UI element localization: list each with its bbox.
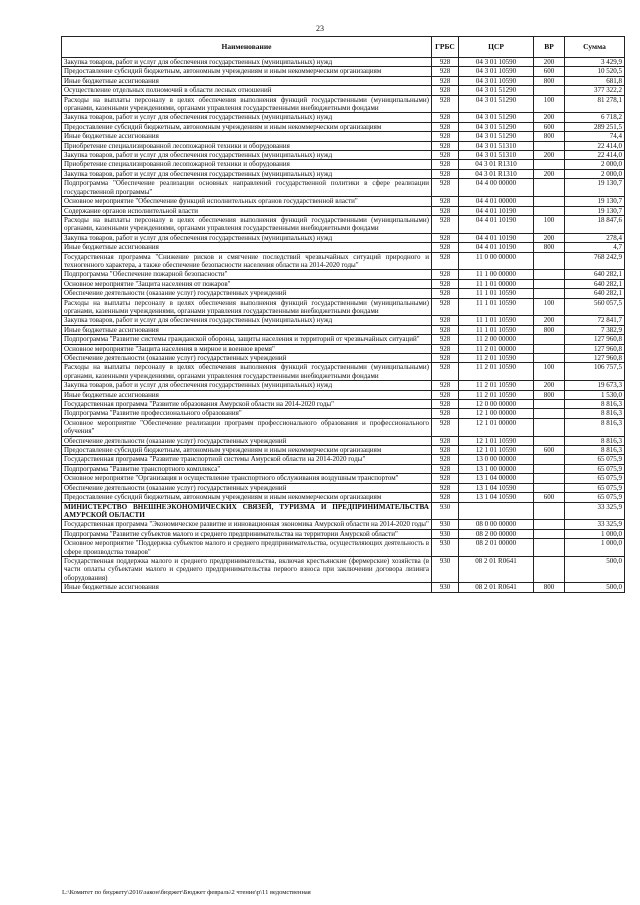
cell-grbs: 928 xyxy=(432,86,459,95)
cell-name: Иные бюджетные ассигнования xyxy=(62,76,432,85)
cell-vr: 200 xyxy=(534,151,565,160)
cell-name: Обеспечение деятельности (оказание услуг) государственных учреждений xyxy=(62,483,432,492)
cell-vr xyxy=(534,86,565,95)
cell-name: Иные бюджетные ассигнования xyxy=(62,325,432,334)
cell-sum: 8 816,3 xyxy=(565,409,625,418)
cell-sum: 19 130,7 xyxy=(565,197,625,206)
cell-name: Приобретение специализированной лесопожарной техники и оборудования xyxy=(62,141,432,150)
cell-grbs: 928 xyxy=(432,179,459,197)
cell-name: Расходы на выплаты персоналу в целях обеспечения выполнения функций государственными (муниципальными) органами, казенными учреждениями, органами управления государственными внебюджетными фондами xyxy=(62,363,432,381)
table-row xyxy=(62,179,625,197)
cell-grbs: 930 xyxy=(432,529,459,538)
cell-sum: 500,0 xyxy=(565,556,625,582)
table-row xyxy=(62,418,625,436)
cell-name: Иные бюджетные ассигнования xyxy=(62,390,432,399)
cell-sum: 640 282,1 xyxy=(565,289,625,298)
table-row xyxy=(62,446,625,455)
cell-name: Основное мероприятие "Обеспечение функций исполнительных органов государственной власти" xyxy=(62,197,432,206)
cell-vr xyxy=(534,335,565,344)
cell-sum: 377 322,2 xyxy=(565,86,625,95)
cell-grbs: 928 xyxy=(432,344,459,353)
cell-csr: 11 1 01 10590 xyxy=(459,325,534,334)
cell-grbs: 930 xyxy=(432,502,459,520)
cell-vr xyxy=(534,279,565,288)
cell-grbs: 928 xyxy=(432,252,459,270)
cell-csr: 04 3 01 51290 xyxy=(459,95,534,113)
cell-name: Подпрограмма "Развитие транспортного комплекса" xyxy=(62,464,432,473)
cell-vr xyxy=(534,197,565,206)
cell-sum: 127 960,8 xyxy=(565,344,625,353)
cell-csr: 04 3 01 R1310 xyxy=(459,169,534,178)
cell-vr xyxy=(534,179,565,197)
cell-vr: 200 xyxy=(534,58,565,67)
cell-grbs: 928 xyxy=(432,493,459,502)
table-row xyxy=(62,58,625,67)
cell-name: Содержание органов исполнительной власти xyxy=(62,206,432,215)
cell-csr: 12 0 00 00000 xyxy=(459,400,534,409)
cell-sum: 3 429,9 xyxy=(565,58,625,67)
table-row xyxy=(62,354,625,363)
cell-sum: 65 075,9 xyxy=(565,493,625,502)
cell-csr: 04 3 01 51290 xyxy=(459,86,534,95)
cell-sum: 6 718,2 xyxy=(565,113,625,122)
cell-vr: 800 xyxy=(534,390,565,399)
cell-csr: 13 1 00 00000 xyxy=(459,464,534,473)
cell-vr xyxy=(534,464,565,473)
cell-csr: 08 2 01 R0641 xyxy=(459,556,534,582)
cell-name: Предоставление субсидий бюджетным, автономным учреждениям и иным некоммерческим организациям xyxy=(62,67,432,76)
table-row xyxy=(62,335,625,344)
cell-grbs: 930 xyxy=(432,583,459,592)
cell-grbs: 928 xyxy=(432,243,459,252)
cell-name: Закупка товаров, работ и услуг для обеспечения государственных (муниципальных) нужд xyxy=(62,151,432,160)
cell-vr: 200 xyxy=(534,113,565,122)
cell-sum: 8 816,3 xyxy=(565,400,625,409)
table-row xyxy=(62,233,625,242)
cell-name: Закупка товаров, работ и услуг для обеспечения государственных (муниципальных) нужд xyxy=(62,233,432,242)
cell-csr: 11 1 01 10590 xyxy=(459,289,534,298)
cell-name: Закупка товаров, работ и услуг для обеспечения государственных (муниципальных) нужд xyxy=(62,169,432,178)
cell-grbs: 928 xyxy=(432,270,459,279)
cell-csr: 04 3 01 10590 xyxy=(459,76,534,85)
table-row xyxy=(62,215,625,233)
cell-name: Закупка товаров, работ и услуг для обеспечения государственных (муниципальных) нужд xyxy=(62,113,432,122)
cell-csr: 04 4 01 10190 xyxy=(459,206,534,215)
cell-grbs: 928 xyxy=(432,418,459,436)
cell-sum: 2 000,0 xyxy=(565,160,625,169)
cell-name: Предоставление субсидий бюджетным, автономным учреждениям и иным некоммерческим организациям xyxy=(62,446,432,455)
cell-name: Подпрограмма "Развитие субъектов малого и среднего предпринимательства на территории Амурской области" xyxy=(62,529,432,538)
cell-grbs: 928 xyxy=(432,381,459,390)
table-row xyxy=(62,169,625,178)
cell-csr: 11 1 01 10590 xyxy=(459,316,534,325)
table-row xyxy=(62,206,625,215)
cell-name: Основное мероприятие "Организация и осуществление транспортного обслуживания воздушным транспортом" xyxy=(62,474,432,483)
cell-grbs: 928 xyxy=(432,233,459,242)
cell-sum: 65 075,9 xyxy=(565,455,625,464)
cell-vr xyxy=(534,418,565,436)
cell-sum: 7 382,9 xyxy=(565,325,625,334)
cell-sum: 4,7 xyxy=(565,243,625,252)
cell-grbs: 928 xyxy=(432,58,459,67)
cell-grbs: 928 xyxy=(432,390,459,399)
cell-sum: 8 816,3 xyxy=(565,418,625,436)
cell-sum: 1 530,0 xyxy=(565,390,625,399)
cell-grbs: 928 xyxy=(432,197,459,206)
cell-name: Приобретение специализированной лесопожарной техники и оборудования xyxy=(62,160,432,169)
cell-name: Иные бюджетные ассигнования xyxy=(62,132,432,141)
cell-grbs: 928 xyxy=(432,95,459,113)
table-row xyxy=(62,76,625,85)
page-number: 23 xyxy=(316,24,324,33)
cell-sum: 10 520,5 xyxy=(565,67,625,76)
table-row xyxy=(62,390,625,399)
cell-vr xyxy=(534,436,565,445)
cell-sum: 640 282,1 xyxy=(565,270,625,279)
table-row xyxy=(62,151,625,160)
cell-name: Закупка товаров, работ и услуг для обеспечения государственных (муниципальных) нужд xyxy=(62,381,432,390)
cell-csr: 04 4 01 10190 xyxy=(459,215,534,233)
cell-csr: 12 1 00 00000 xyxy=(459,409,534,418)
cell-grbs: 928 xyxy=(432,298,459,316)
cell-sum: 19 673,3 xyxy=(565,381,625,390)
cell-csr: 13 0 00 00000 xyxy=(459,455,534,464)
cell-sum: 127 960,8 xyxy=(565,354,625,363)
cell-sum: 106 757,5 xyxy=(565,363,625,381)
cell-vr: 800 xyxy=(534,76,565,85)
cell-grbs: 928 xyxy=(432,67,459,76)
table-row xyxy=(62,483,625,492)
cell-sum: 72 841,7 xyxy=(565,316,625,325)
cell-name: Основное мероприятие "Обеспечение реализации программ профессионального образования и профессионального обучения" xyxy=(62,418,432,436)
cell-grbs: 928 xyxy=(432,289,459,298)
cell-vr: 600 xyxy=(534,122,565,131)
cell-csr: 11 2 01 10590 xyxy=(459,381,534,390)
table-row xyxy=(62,436,625,445)
file-path-footer: L:\Комитет по бюджету\2016\закон\бюджет\Бюджет февраль\2 чтение\p\11 ведомственная xyxy=(62,889,311,896)
cell-csr: 13 1 04 10590 xyxy=(459,483,534,492)
table-row xyxy=(62,197,625,206)
cell-grbs: 930 xyxy=(432,539,459,557)
cell-sum: 65 075,9 xyxy=(565,483,625,492)
cell-sum: 640 282,1 xyxy=(565,279,625,288)
cell-csr: 11 2 01 00000 xyxy=(459,344,534,353)
table-row xyxy=(62,520,625,529)
cell-csr: 04 4 01 00000 xyxy=(459,197,534,206)
cell-name: Подпрограмма "Развитие системы гражданской обороны, защиты населения и территорий от чрезвычайных ситуаций" xyxy=(62,335,432,344)
cell-csr: 12 1 01 10590 xyxy=(459,446,534,455)
cell-csr: 04 3 01 10590 xyxy=(459,67,534,76)
cell-name: Расходы на выплаты персоналу в целях обеспечения выполнения функций государственными (муниципальными) органами, казенными учреждениями, органами управления государственными внебюджетными фондами xyxy=(62,298,432,316)
cell-grbs: 928 xyxy=(432,436,459,445)
cell-grbs: 928 xyxy=(432,122,459,131)
table-row xyxy=(62,529,625,538)
cell-name: Подпрограмма "Обеспечение пожарной безопасности" xyxy=(62,270,432,279)
table-row xyxy=(62,67,625,76)
cell-grbs: 928 xyxy=(432,455,459,464)
table-row xyxy=(62,381,625,390)
cell-vr: 600 xyxy=(534,446,565,455)
cell-name: Государственная программа "Экономическое развитие и инновационная экономика Амурской области на 2014-2020 годы" xyxy=(62,520,432,529)
cell-vr xyxy=(534,160,565,169)
table-row xyxy=(62,539,625,557)
table-row xyxy=(62,325,625,334)
cell-sum: 19 130,7 xyxy=(565,206,625,215)
cell-sum: 81 278,1 xyxy=(565,95,625,113)
cell-sum: 681,8 xyxy=(565,76,625,85)
cell-name: Обеспечение деятельности (оказание услуг) государственных учреждений xyxy=(62,289,432,298)
table-row xyxy=(62,252,625,270)
cell-vr xyxy=(534,539,565,557)
cell-name: Расходы на выплаты персоналу в целях обеспечения выполнения функций государственными (муниципальными) органами, казенными учреждениями, органами управления государственными внебюджетными фондами xyxy=(62,215,432,233)
cell-vr: 600 xyxy=(534,493,565,502)
table-row xyxy=(62,344,625,353)
table-row xyxy=(62,141,625,150)
cell-sum: 289 251,5 xyxy=(565,122,625,131)
cell-vr xyxy=(534,474,565,483)
cell-grbs: 928 xyxy=(432,141,459,150)
cell-vr: 100 xyxy=(534,95,565,113)
cell-vr xyxy=(534,344,565,353)
table-row xyxy=(62,493,625,502)
cell-csr: 08 2 01 R0641 xyxy=(459,583,534,592)
cell-sum: 33 325,9 xyxy=(565,502,625,520)
cell-sum: 33 325,9 xyxy=(565,520,625,529)
cell-vr: 200 xyxy=(534,233,565,242)
cell-csr: 04 3 01 51310 xyxy=(459,141,534,150)
cell-name: Основное мероприятие "Защита населения от пожаров" xyxy=(62,279,432,288)
cell-csr: 04 3 01 51310 xyxy=(459,151,534,160)
cell-name: Государственная программа "Развитие образования Амурской области на 2014-2020 годы" xyxy=(62,400,432,409)
cell-csr: 04 3 01 51290 xyxy=(459,132,534,141)
cell-vr: 200 xyxy=(534,316,565,325)
cell-vr: 100 xyxy=(534,298,565,316)
cell-csr: 13 1 04 10590 xyxy=(459,493,534,502)
table-row xyxy=(62,363,625,381)
table-row xyxy=(62,583,625,592)
cell-csr: 04 4 01 10190 xyxy=(459,233,534,242)
cell-grbs: 928 xyxy=(432,316,459,325)
cell-sum: 2 000,0 xyxy=(565,169,625,178)
cell-grbs: 928 xyxy=(432,483,459,492)
cell-grbs: 928 xyxy=(432,76,459,85)
cell-vr xyxy=(534,520,565,529)
cell-name: Иные бюджетные ассигнования xyxy=(62,243,432,252)
cell-vr xyxy=(534,455,565,464)
cell-csr: 11 2 01 10590 xyxy=(459,354,534,363)
cell-grbs: 928 xyxy=(432,206,459,215)
cell-vr: 100 xyxy=(534,363,565,381)
cell-csr: 08 2 01 00000 xyxy=(459,539,534,557)
cell-vr xyxy=(534,206,565,215)
cell-grbs: 928 xyxy=(432,474,459,483)
cell-name: Обеспечение деятельности (оказание услуг) государственных учреждений xyxy=(62,354,432,363)
table-row xyxy=(62,122,625,131)
header-grbs: ГРБС xyxy=(432,37,459,58)
cell-sum: 74,4 xyxy=(565,132,625,141)
cell-sum: 278,4 xyxy=(565,233,625,242)
cell-name: Основное мероприятие "Защита населения в мирное и военное время" xyxy=(62,344,432,353)
cell-csr: 04 3 01 51290 xyxy=(459,113,534,122)
cell-name: Иные бюджетные ассигнования xyxy=(62,583,432,592)
table-row xyxy=(62,160,625,169)
table-row xyxy=(62,502,625,520)
cell-csr: 04 3 01 51290 xyxy=(459,122,534,131)
cell-csr: 04 4 00 00000 xyxy=(459,179,534,197)
cell-csr: 11 2 01 10590 xyxy=(459,363,534,381)
budget-table xyxy=(61,36,625,593)
cell-vr: 800 xyxy=(534,243,565,252)
cell-grbs: 928 xyxy=(432,279,459,288)
cell-vr xyxy=(534,502,565,520)
cell-grbs: 928 xyxy=(432,215,459,233)
cell-name: Осуществление отдельных полномочий в области лесных отношений xyxy=(62,86,432,95)
cell-sum: 127 960,8 xyxy=(565,335,625,344)
table-row xyxy=(62,474,625,483)
header-name: Наименование xyxy=(62,37,432,58)
cell-vr: 800 xyxy=(534,583,565,592)
cell-csr: 11 1 01 10590 xyxy=(459,298,534,316)
cell-grbs: 930 xyxy=(432,556,459,582)
cell-csr: 08 0 00 00000 xyxy=(459,520,534,529)
cell-vr xyxy=(534,529,565,538)
header-vr: ВР xyxy=(534,37,565,58)
cell-vr xyxy=(534,354,565,363)
cell-name: Подпрограмма "Развитие профессионального образования" xyxy=(62,409,432,418)
cell-name: Государственная программа "Развитие транспортной системы Амурской области на 2014-2020 годы" xyxy=(62,455,432,464)
table-row xyxy=(62,298,625,316)
cell-grbs: 928 xyxy=(432,363,459,381)
cell-grbs: 928 xyxy=(432,113,459,122)
header-csr: ЦСР xyxy=(459,37,534,58)
table-row xyxy=(62,409,625,418)
cell-name: Обеспечение деятельности (оказание услуг) государственных учреждений xyxy=(62,436,432,445)
table-row xyxy=(62,132,625,141)
cell-sum: 8 816,3 xyxy=(565,446,625,455)
cell-grbs: 928 xyxy=(432,446,459,455)
header-sum: Сумма xyxy=(565,37,625,58)
cell-csr xyxy=(459,502,534,520)
cell-grbs: 928 xyxy=(432,400,459,409)
table-row xyxy=(62,86,625,95)
cell-csr: 11 1 01 00000 xyxy=(459,279,534,288)
cell-vr: 100 xyxy=(534,215,565,233)
cell-vr xyxy=(534,556,565,582)
cell-sum: 768 242,9 xyxy=(565,252,625,270)
table-row xyxy=(62,289,625,298)
cell-vr xyxy=(534,141,565,150)
table-body xyxy=(62,58,625,593)
cell-name: Закупка товаров, работ и услуг для обеспечения государственных (муниципальных) нужд xyxy=(62,58,432,67)
cell-grbs: 928 xyxy=(432,132,459,141)
cell-vr: 800 xyxy=(534,132,565,141)
cell-sum: 19 130,7 xyxy=(565,179,625,197)
cell-name: Основное мероприятие "Поддержка субъектов малого и среднего предпринимательства, осуществляющих деятельность в сфере производства товаров" xyxy=(62,539,432,557)
table-header-row xyxy=(62,37,625,58)
cell-grbs: 928 xyxy=(432,354,459,363)
table-row xyxy=(62,455,625,464)
cell-csr: 04 3 01 10590 xyxy=(459,58,534,67)
table-row xyxy=(62,95,625,113)
cell-name: Предоставление субсидий бюджетным, автономным учреждениям и иным некоммерческим организациям xyxy=(62,122,432,131)
cell-sum: 1 000,0 xyxy=(565,539,625,557)
cell-csr: 11 2 01 10590 xyxy=(459,390,534,399)
cell-sum: 65 075,9 xyxy=(565,464,625,473)
cell-sum: 22 414,0 xyxy=(565,151,625,160)
cell-sum: 560 057,5 xyxy=(565,298,625,316)
cell-csr: 04 3 01 R1310 xyxy=(459,160,534,169)
cell-name: МИНИСТЕРСТВО ВНЕШНЕЭКОНОМИЧЕСКИХ СВЯЗЕЙ, ТУРИЗМА И ПРЕДПРИНИМАТЕЛЬСТВА АМУРСКОЙ ОБЛАСТИ xyxy=(62,502,432,520)
cell-sum: 65 075,9 xyxy=(565,474,625,483)
cell-grbs: 928 xyxy=(432,464,459,473)
cell-grbs: 928 xyxy=(432,151,459,160)
cell-vr xyxy=(534,400,565,409)
cell-name: Закупка товаров, работ и услуг для обеспечения государственных (муниципальных) нужд xyxy=(62,316,432,325)
cell-sum: 18 847,6 xyxy=(565,215,625,233)
cell-grbs: 928 xyxy=(432,335,459,344)
table-row xyxy=(62,464,625,473)
cell-name: Государственная поддержка малого и среднего предпринимательства, включая крестьянские (фермерские) хозяйства (в части оплаты субъектами малого и среднего предпринимательства первого взноса при заключении договора лизинга оборудования) xyxy=(62,556,432,582)
cell-grbs: 928 xyxy=(432,325,459,334)
table-row xyxy=(62,270,625,279)
cell-vr xyxy=(534,483,565,492)
table-row xyxy=(62,243,625,252)
cell-vr: 200 xyxy=(534,381,565,390)
cell-sum: 500,0 xyxy=(565,583,625,592)
cell-grbs: 930 xyxy=(432,520,459,529)
cell-grbs: 928 xyxy=(432,169,459,178)
cell-vr xyxy=(534,289,565,298)
cell-name: Расходы на выплаты персоналу в целях обеспечения выполнения функций государственными (муниципальными) органами, казенными учреждениями, органами управления государственными внебюджетными фондами xyxy=(62,95,432,113)
table-row xyxy=(62,113,625,122)
cell-vr xyxy=(534,252,565,270)
cell-csr: 12 1 01 10590 xyxy=(459,436,534,445)
cell-csr: 13 1 04 00000 xyxy=(459,474,534,483)
cell-name: Предоставление субсидий бюджетным, автономным учреждениям и иным некоммерческим организациям xyxy=(62,493,432,502)
cell-grbs: 928 xyxy=(432,160,459,169)
cell-name: Государственная программа "Снижение рисков и смягчение последствий чрезвычайных ситуаций природного и техногенного характера, а также обеспечение безопасности населения области на 2014-2020 годы" xyxy=(62,252,432,270)
cell-vr: 200 xyxy=(534,169,565,178)
cell-vr: 600 xyxy=(534,67,565,76)
cell-vr xyxy=(534,409,565,418)
cell-vr: 800 xyxy=(534,325,565,334)
cell-csr: 11 2 00 00000 xyxy=(459,335,534,344)
table-row xyxy=(62,316,625,325)
cell-csr: 12 1 01 00000 xyxy=(459,418,534,436)
cell-vr xyxy=(534,270,565,279)
cell-csr: 08 2 00 00000 xyxy=(459,529,534,538)
table-row xyxy=(62,400,625,409)
cell-sum: 22 414,0 xyxy=(565,141,625,150)
table-row xyxy=(62,556,625,582)
cell-sum: 1 000,0 xyxy=(565,529,625,538)
table-row xyxy=(62,279,625,288)
cell-csr: 04 4 01 10190 xyxy=(459,243,534,252)
cell-csr: 11 0 00 00000 xyxy=(459,252,534,270)
cell-sum: 8 816,3 xyxy=(565,436,625,445)
cell-name: Подпрограмма "Обеспечение реализации основных направлений государственной политики в сфере реализации государственной программы" xyxy=(62,179,432,197)
cell-csr: 11 1 00 00000 xyxy=(459,270,534,279)
cell-grbs: 928 xyxy=(432,409,459,418)
